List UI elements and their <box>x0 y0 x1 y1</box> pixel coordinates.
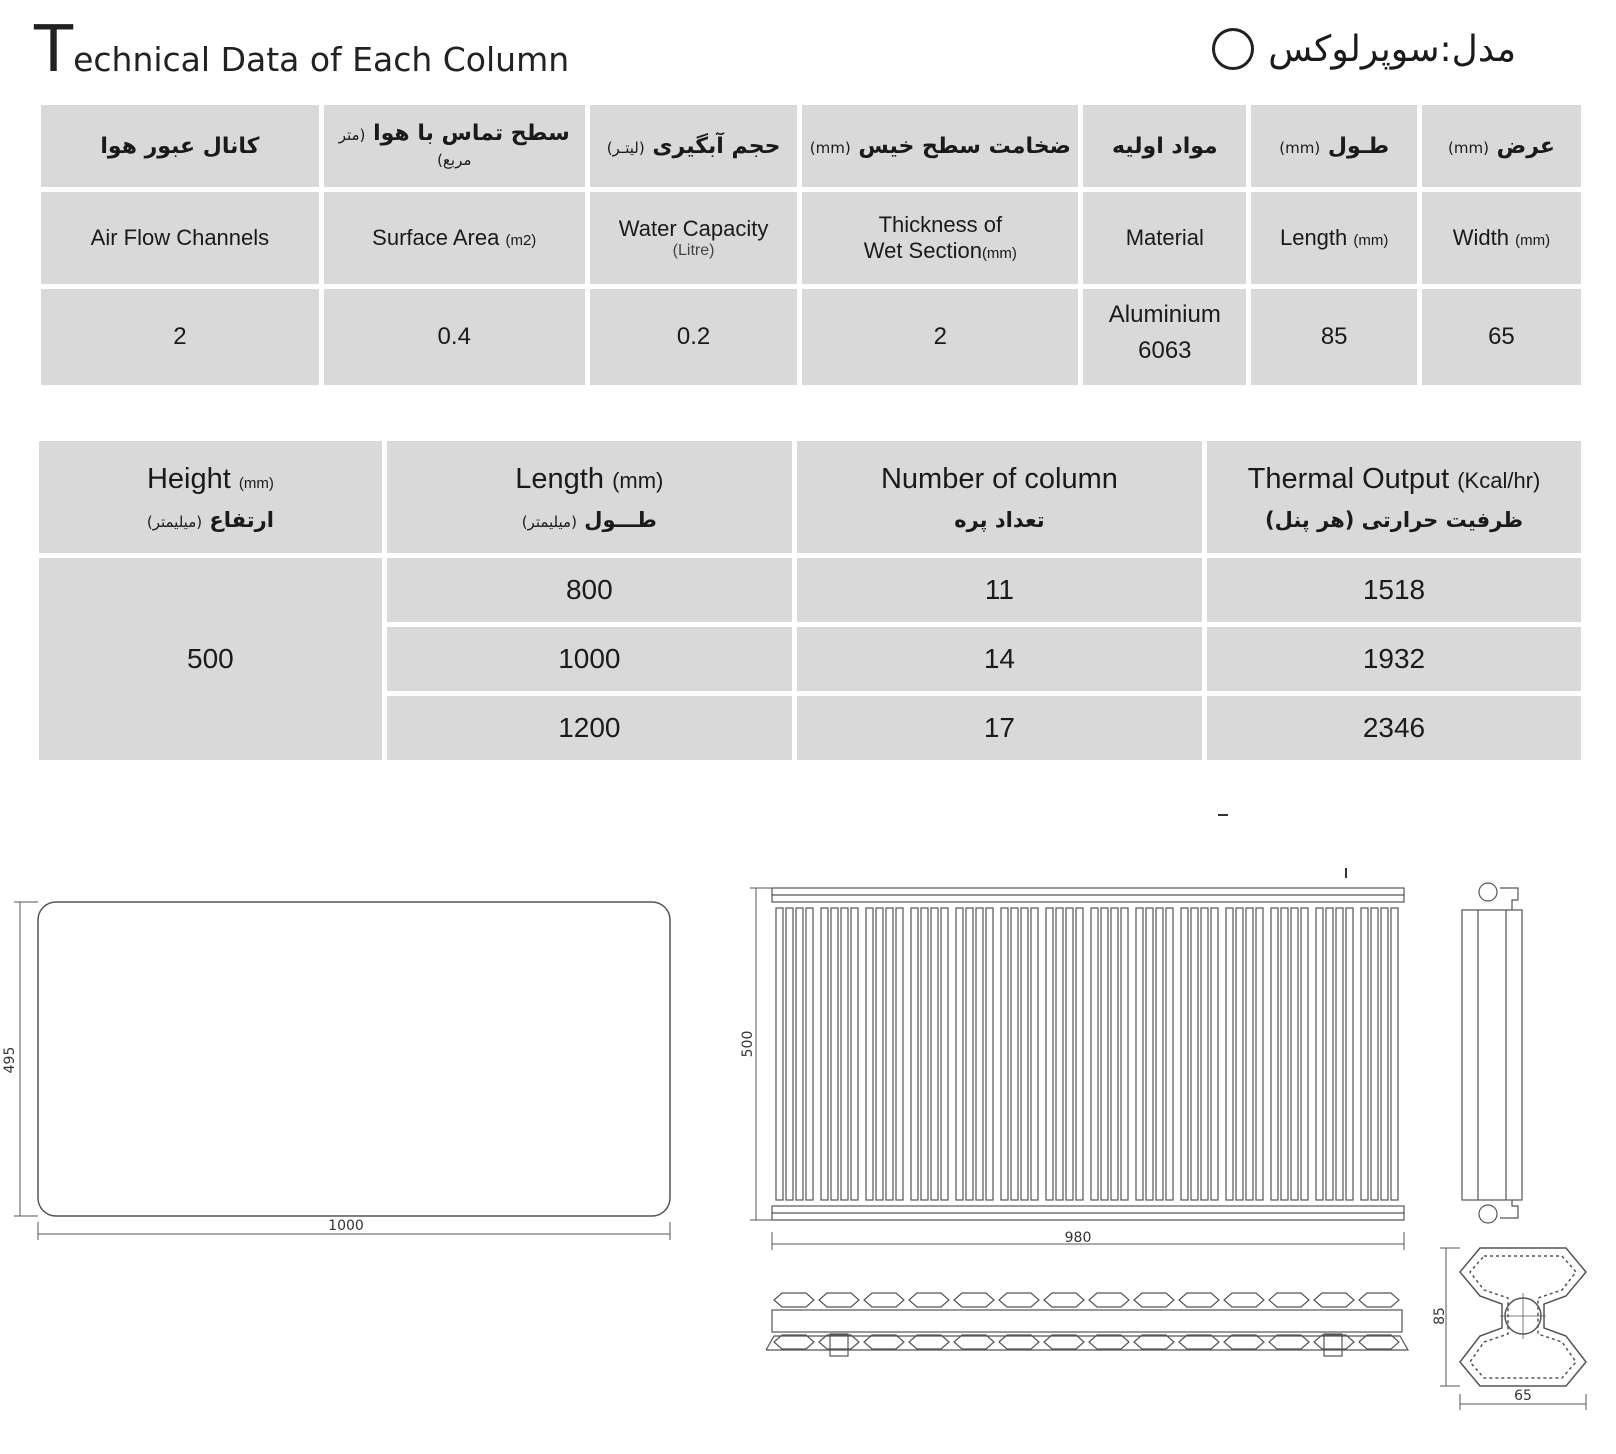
fin-bar <box>886 908 893 1200</box>
hex-profile <box>999 1335 1039 1349</box>
fin-bar <box>1191 908 1198 1200</box>
length-cell: 800 <box>387 558 792 622</box>
output-cell: 2346 <box>1207 696 1581 760</box>
header-cell: ضخامت سطح خیس (mm) <box>802 105 1078 187</box>
front-view-drawing <box>14 902 670 1240</box>
header-cell: Water Capacity (Litre) <box>590 192 798 284</box>
header-cell: Air Flow Channels <box>41 192 319 284</box>
hex-profile <box>999 1293 1039 1307</box>
fin-bar <box>1381 908 1388 1200</box>
output-cell: 1518 <box>1207 558 1581 622</box>
fin-bar <box>1156 908 1163 1200</box>
hex-profile <box>1359 1335 1399 1349</box>
fin-bar <box>1066 908 1073 1200</box>
fin-bar <box>776 908 783 1200</box>
front-width-dim: 1000 <box>328 1218 364 1234</box>
profile-height-dim: 85 <box>1432 1307 1448 1325</box>
hex-profile <box>774 1335 814 1349</box>
fin-bar <box>1021 908 1028 1200</box>
output-cell: 1932 <box>1207 627 1581 691</box>
fin-bar <box>876 908 883 1200</box>
fin-bar <box>1281 908 1288 1200</box>
hex-profile <box>819 1335 859 1349</box>
hex-profile <box>1314 1335 1354 1349</box>
fin-bar <box>1181 908 1188 1200</box>
hex-profile <box>1134 1335 1174 1349</box>
header-cell: Width (mm) <box>1422 192 1581 284</box>
fin-bar <box>986 908 993 1200</box>
end-view-drawing <box>1462 883 1522 1223</box>
fin-bar <box>1236 908 1243 1200</box>
hex-profile <box>909 1335 949 1349</box>
fin-bar <box>1346 908 1353 1200</box>
fin-bar <box>1046 908 1053 1200</box>
fin-bar <box>806 908 813 1200</box>
value-cell: Aluminium 6063 <box>1083 289 1246 385</box>
model-text: مدل:سوپرلوکس <box>1268 28 1516 70</box>
hex-profile <box>1089 1335 1129 1349</box>
fin-bar <box>1101 908 1108 1200</box>
fin-bar <box>866 908 873 1200</box>
hex-profile <box>1269 1293 1309 1307</box>
hex-profile <box>1044 1335 1084 1349</box>
hex-profile-group <box>774 1293 1399 1349</box>
hex-profile <box>774 1293 814 1307</box>
profile-section-drawing <box>1440 1248 1586 1410</box>
value-cell: 2 <box>41 289 319 385</box>
header-cell: Thermal Output (Kcal/hr) ظرفیت حرارتی (هر پنل) <box>1207 441 1581 553</box>
header-cell: عرض (mm) <box>1422 105 1581 187</box>
fin-bar <box>841 908 848 1200</box>
value-cell: 2 <box>802 289 1078 385</box>
header-cell: Thickness of Wet Section(mm) <box>802 192 1078 284</box>
hex-profile <box>1269 1335 1309 1349</box>
fin-bar <box>976 908 983 1200</box>
value-cell: 65 <box>1422 289 1581 385</box>
hex-profile <box>954 1335 994 1349</box>
fin-bar <box>1121 908 1128 1200</box>
hex-profile <box>1359 1293 1399 1307</box>
fin-bar <box>1246 908 1253 1200</box>
fins-group <box>776 908 1398 1200</box>
fin-bar <box>966 908 973 1200</box>
fin-bar <box>1146 908 1153 1200</box>
columns-cell: 14 <box>797 627 1202 691</box>
header-cell: مواد اولیه <box>1083 105 1246 187</box>
fin-bar <box>1111 908 1118 1200</box>
header-cell: حجم آبگیری (لیتـر) <box>590 105 798 187</box>
header-cell: Length (mm) طـــول (میلیمتر) <box>387 441 792 553</box>
hex-profile <box>1089 1293 1129 1307</box>
hex-profile <box>1224 1335 1264 1349</box>
hex-profile <box>819 1293 859 1307</box>
fin-bar <box>1226 908 1233 1200</box>
hex-profile <box>1044 1293 1084 1307</box>
fin-bar <box>1391 908 1398 1200</box>
fin-bar <box>1271 908 1278 1200</box>
height-cell: 500 <box>39 558 382 760</box>
hex-profile <box>1134 1293 1174 1307</box>
fin-bar <box>1301 908 1308 1200</box>
side-view-drawing <box>750 888 1404 1250</box>
fin-bar <box>1001 908 1008 1200</box>
fin-bar <box>796 908 803 1200</box>
header-cell: طـول (mm) <box>1251 105 1416 187</box>
fin-bar <box>921 908 928 1200</box>
fin-bar <box>1371 908 1378 1200</box>
length-cell: 1000 <box>387 627 792 691</box>
front-height-dim: 495 <box>2 1046 18 1074</box>
value-cell: 85 <box>1251 289 1416 385</box>
fin-bar <box>1256 908 1263 1200</box>
fin-bar <box>1316 908 1323 1200</box>
fin-bar <box>1336 908 1343 1200</box>
fin-bar <box>851 908 858 1200</box>
hex-profile <box>864 1335 904 1349</box>
hex-profile <box>1314 1293 1354 1307</box>
fin-bar <box>941 908 948 1200</box>
header-cell: کانال عبور هوا <box>41 105 319 187</box>
top-view-drawing <box>766 1293 1408 1356</box>
fin-bar <box>1211 908 1218 1200</box>
hex-profile <box>1179 1335 1219 1349</box>
fin-bar <box>1326 908 1333 1200</box>
fin-bar <box>1031 908 1038 1200</box>
title-initial: T <box>34 13 74 87</box>
fin-bar <box>1136 908 1143 1200</box>
columns-cell: 17 <box>797 696 1202 760</box>
fin-bar <box>956 908 963 1200</box>
fin-bar <box>1011 908 1018 1200</box>
profile-width-dim: 65 <box>1514 1388 1532 1404</box>
hex-profile <box>1179 1293 1219 1307</box>
fin-bar <box>1166 908 1173 1200</box>
side-width-dim: 980 <box>1064 1230 1092 1246</box>
hex-profile <box>864 1293 904 1307</box>
fin-bar <box>1201 908 1208 1200</box>
header-cell: Length (mm) <box>1251 192 1416 284</box>
fin-bar <box>896 908 903 1200</box>
value-cell: 0.4 <box>324 289 585 385</box>
header-cell: سطح تماس با هوا (متر مربع) <box>324 105 585 187</box>
length-cell: 1200 <box>387 696 792 760</box>
header-cell: Number of column تعداد پره <box>797 441 1202 553</box>
hex-profile <box>954 1293 994 1307</box>
header-cell: Surface Area (m2) <box>324 192 585 284</box>
fin-bar <box>821 908 828 1200</box>
header-cell: Material <box>1083 192 1246 284</box>
value-cell: 0.2 <box>590 289 798 385</box>
header-cell: Height (mm) ارتفاع (میلیمتر) <box>39 441 382 553</box>
fin-bar <box>1056 908 1063 1200</box>
fin-bar <box>911 908 918 1200</box>
fin-bar <box>931 908 938 1200</box>
side-height-dim: 500 <box>740 1030 756 1058</box>
hex-profile <box>909 1293 949 1307</box>
fin-bar <box>1361 908 1368 1200</box>
fin-bar <box>1291 908 1298 1200</box>
fin-bar <box>1076 908 1083 1200</box>
hex-profile <box>1224 1293 1264 1307</box>
fin-bar <box>831 908 838 1200</box>
title-rest: echnical Data of Each Column <box>73 40 570 79</box>
fin-bar <box>1091 908 1098 1200</box>
fin-bar <box>786 908 793 1200</box>
columns-cell: 11 <box>797 558 1202 622</box>
